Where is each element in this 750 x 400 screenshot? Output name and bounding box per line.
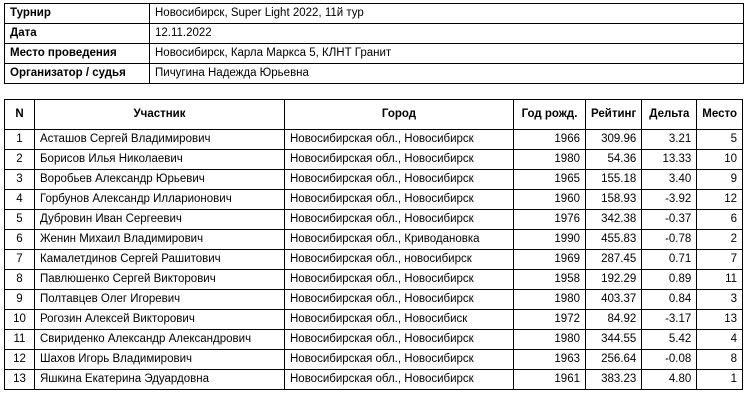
info-row [5, 24, 744, 44]
cell-rating: 158.93 [586, 190, 642, 210]
table-row [5, 170, 743, 190]
table-row [5, 230, 743, 250]
cell-birth-year: 1976 [514, 210, 586, 230]
header-city: Город [285, 100, 514, 130]
cell-place: 13 [697, 310, 743, 330]
table-row [5, 150, 743, 170]
cell-city: Новосибирская обл., Новосибирск [285, 190, 514, 210]
cell-rating: 256.64 [586, 350, 642, 370]
cell-rating: 84.92 [586, 310, 642, 330]
header-birth-year: Год рожд. [514, 100, 586, 130]
cell-participant: Дубровин Иван Сергеевич [35, 210, 285, 230]
cell-place: 12 [697, 190, 743, 210]
info-label: Турнир [5, 4, 150, 24]
table-row [5, 370, 743, 390]
table-row [5, 190, 743, 210]
cell-delta: -0.78 [642, 230, 697, 250]
cell-delta: 0.84 [642, 290, 697, 310]
cell-birth-year: 1980 [514, 330, 586, 350]
cell-rating: 344.55 [586, 330, 642, 350]
header-n: N [5, 100, 35, 130]
cell-rating: 309.96 [586, 130, 642, 150]
info-label: Организатор / судья [5, 64, 150, 84]
info-value: Новосибирск, Super Light 2022, 11й тур [150, 4, 744, 24]
cell-rating: 192.29 [586, 270, 642, 290]
cell-rating: 287.45 [586, 250, 642, 270]
cell-participant: Свириденко Александр Александрович [35, 330, 285, 350]
info-row [5, 4, 744, 24]
cell-number: 12 [5, 350, 35, 370]
cell-place: 4 [697, 330, 743, 350]
cell-birth-year: 1969 [514, 250, 586, 270]
cell-delta: 5.42 [642, 330, 697, 350]
cell-city: Новосибирская обл., Криводановка [285, 230, 514, 250]
cell-participant: Горбунов Александр Илларионович [35, 190, 285, 210]
cell-city: Новосибирская обл., Новосибирск [285, 170, 514, 190]
cell-delta: 0.71 [642, 250, 697, 270]
cell-number: 13 [5, 370, 35, 390]
cell-number: 3 [5, 170, 35, 190]
cell-birth-year: 1990 [514, 230, 586, 250]
table-row [5, 350, 743, 370]
cell-birth-year: 1965 [514, 170, 586, 190]
cell-number: 4 [5, 190, 35, 210]
cell-city: Новосибирская обл., Новосибиск [285, 310, 514, 330]
header-participant: Участник [35, 100, 285, 130]
table-row [5, 310, 743, 330]
cell-participant: Асташов Сергей Владимирович [35, 130, 285, 150]
cell-delta: -0.37 [642, 210, 697, 230]
cell-city: Новосибирская обл., Новосибирск [285, 130, 514, 150]
cell-place: 6 [697, 210, 743, 230]
cell-place: 5 [697, 130, 743, 150]
info-row [5, 64, 744, 84]
cell-place: 10 [697, 150, 743, 170]
table-row [5, 290, 743, 310]
cell-city: Новосибирская обл., Новосибирск [285, 150, 514, 170]
cell-number: 2 [5, 150, 35, 170]
cell-city: Новосибирская обл., Новосибирск [285, 270, 514, 290]
cell-birth-year: 1972 [514, 310, 586, 330]
info-label: Место проведения [5, 44, 150, 64]
cell-participant: Яшкина Екатерина Эдуардовна [35, 370, 285, 390]
cell-rating: 155.18 [586, 170, 642, 190]
header-delta: Дельта [642, 100, 697, 130]
cell-participant: Воробьев Александр Юрьевич [35, 170, 285, 190]
cell-birth-year: 1958 [514, 270, 586, 290]
header-place: Место [697, 100, 743, 130]
cell-place: 7 [697, 250, 743, 270]
cell-birth-year: 1963 [514, 350, 586, 370]
cell-delta: 3.40 [642, 170, 697, 190]
cell-rating: 54.36 [586, 150, 642, 170]
cell-birth-year: 1980 [514, 290, 586, 310]
cell-city: Новосибирская обл., Новосибирск [285, 290, 514, 310]
cell-place: 1 [697, 370, 743, 390]
cell-city: Новосибирская обл., Новосибирск [285, 330, 514, 350]
cell-participant: Борисов Илья Николаевич [35, 150, 285, 170]
info-row [5, 44, 744, 64]
tournament-info-body [5, 4, 744, 84]
tournament-info-table [4, 3, 744, 84]
cell-participant: Камалетдинов Сергей Рашитович [35, 250, 285, 270]
cell-place: 3 [697, 290, 743, 310]
cell-birth-year: 1961 [514, 370, 586, 390]
cell-delta: -3.17 [642, 310, 697, 330]
cell-rating: 403.37 [586, 290, 642, 310]
cell-birth-year: 1980 [514, 150, 586, 170]
cell-birth-year: 1960 [514, 190, 586, 210]
cell-city: Новосибирская обл., Новосибирск [285, 210, 514, 230]
cell-place: 11 [697, 270, 743, 290]
cell-number: 9 [5, 290, 35, 310]
cell-city: Новосибирская обл., новосибирск [285, 250, 514, 270]
results-header-row [5, 100, 743, 130]
cell-number: 5 [5, 210, 35, 230]
cell-rating: 383.23 [586, 370, 642, 390]
cell-number: 1 [5, 130, 35, 150]
info-label: Дата [5, 24, 150, 44]
results-body [5, 130, 743, 390]
cell-city: Новосибирская обл., Новосибирск [285, 350, 514, 370]
cell-number: 10 [5, 310, 35, 330]
cell-rating: 342.38 [586, 210, 642, 230]
table-row [5, 330, 743, 350]
cell-number: 8 [5, 270, 35, 290]
cell-rating: 455.83 [586, 230, 642, 250]
cell-delta: -0.08 [642, 350, 697, 370]
info-value: Пичугина Надежда Юрьевна [150, 64, 744, 84]
cell-birth-year: 1966 [514, 130, 586, 150]
cell-number: 7 [5, 250, 35, 270]
cell-participant: Павлюшенко Сергей Викторович [35, 270, 285, 290]
cell-place: 9 [697, 170, 743, 190]
header-rating: Рейтинг [586, 100, 642, 130]
cell-participant: Рогозин Алексей Викторович [35, 310, 285, 330]
table-row [5, 270, 743, 290]
cell-delta: 3.21 [642, 130, 697, 150]
table-row [5, 130, 743, 150]
cell-delta: 13.33 [642, 150, 697, 170]
cell-city: Новосибирская обл., Новосибирск [285, 370, 514, 390]
cell-number: 6 [5, 230, 35, 250]
cell-participant: Полтавцев Олег Игоревич [35, 290, 285, 310]
cell-delta: 0.89 [642, 270, 697, 290]
cell-delta: 4.80 [642, 370, 697, 390]
results-table [4, 99, 743, 390]
cell-delta: -3.92 [642, 190, 697, 210]
cell-participant: Женин Михаил Владимирович [35, 230, 285, 250]
info-value: 12.11.2022 [150, 24, 744, 44]
cell-place: 8 [697, 350, 743, 370]
cell-number: 11 [5, 330, 35, 350]
cell-participant: Шахов Игорь Владимирович [35, 350, 285, 370]
table-row [5, 210, 743, 230]
table-row [5, 250, 743, 270]
info-value: Новосибирск, Карла Маркса 5, КЛНТ Гранит [150, 44, 744, 64]
cell-place: 2 [697, 230, 743, 250]
